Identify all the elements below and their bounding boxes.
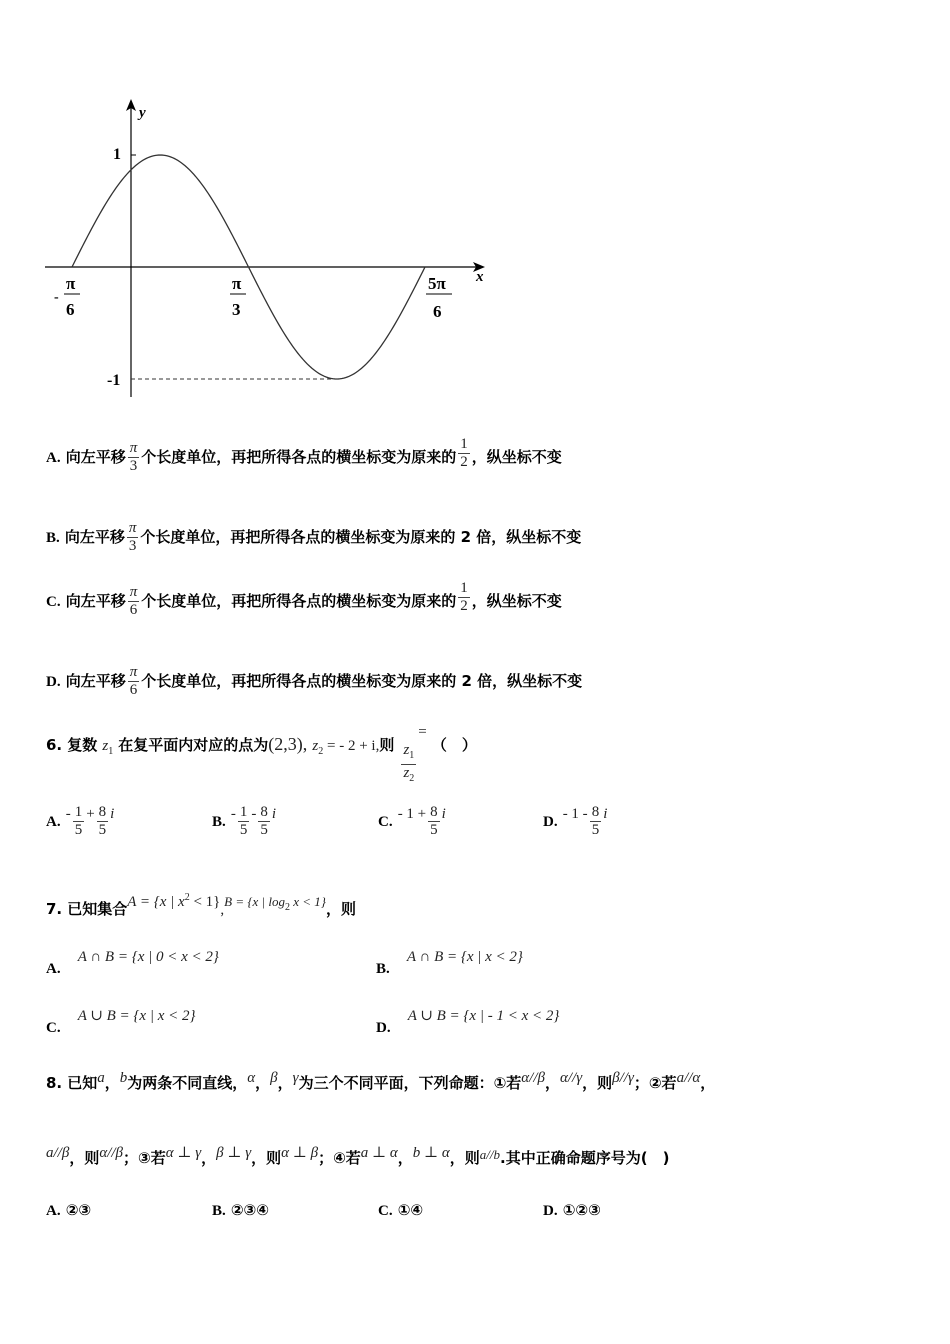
x-axis-label: x	[476, 269, 484, 285]
q7-option-a[interactable]: A. A ∩ B = {x | 0 < x < 2}	[46, 949, 219, 977]
x-tick-right-num: 5π	[428, 274, 446, 293]
q5-option-b[interactable]: B. 向左平移 $\frac{\pi}{3}$ 个长度单位，再把所得各点的横坐标变为原来的 2 倍，纵坐标不变	[46, 520, 582, 554]
x-tick-left-num: π	[66, 274, 76, 293]
q8-stem-line1: 8. 已知a，b为两条不同直线，α，β，γ为三个不同平面，下列命题：①若α//β，α//γ，则β//γ；②若a//α，	[46, 1070, 716, 1092]
sine-graph	[40, 95, 500, 415]
y-tick-1: 1	[113, 146, 121, 163]
q8-stem-line2: a//β，则α//β；③若α ⊥ γ，β ⊥ γ，则α ⊥ β；④若a ⊥ α，b ⊥ α，则$^{a//b}$.其中正确命题序号为( )	[46, 1145, 670, 1167]
x-tick-left-sign: -	[54, 290, 59, 305]
q6-option-a[interactable]: A. - $\frac{1}{5}$ + $\frac{8}{5}$ i	[46, 804, 115, 838]
q8-option-b[interactable]: B. ②③④	[212, 1201, 269, 1219]
q5-option-d[interactable]: D. 向左平移 $\frac{\pi}{6}$ 个长度单位，再把所得各点的横坐标变为原来的 2 倍，纵坐标不变	[46, 664, 583, 698]
q6-stem: 6. 复数 $z_1$ 在复平面内对应的点为(2,3), $z_2$ = - 2 + i,则 $\frac{z_1}{z_2}$ = （ ）	[46, 724, 477, 784]
q6-option-d[interactable]: D. - 1 - $\frac{8}{5}$ i	[543, 804, 608, 838]
q7-option-c[interactable]: C. A ∪ B = {x | x < 2}	[46, 1008, 196, 1036]
q7-option-b[interactable]: B. A ∩ B = {x | x < 2}	[376, 949, 523, 977]
q5-option-a[interactable]: A. 向左平移 $\frac{\pi}{3}$ 个长度单位，再把所得各点的横坐标变为原来的 $\frac{1}{2}$ ，纵坐标不变	[46, 436, 562, 474]
q7-option-d[interactable]: D. A ∪ B = {x | - 1 < x < 2}	[376, 1008, 560, 1036]
x-tick-mid-num: π	[232, 274, 242, 293]
q8-option-c[interactable]: C. ①④	[378, 1201, 424, 1219]
x-tick-right-den: 6	[433, 302, 442, 321]
q7-stem: 7. 已知集合A = {x | $x^2 < 1\},^{B = \{x | log2}$ $^{x < 1\}}$，则	[46, 892, 357, 918]
x-tick-mid-den: 3	[232, 300, 241, 319]
y-tick-neg1: -1	[107, 372, 121, 389]
q8-option-a[interactable]: A. ②③	[46, 1201, 92, 1219]
x-tick-left-den: 6	[66, 300, 75, 319]
q6-option-b[interactable]: B. - $\frac{1}{5}$ - $\frac{8}{5}$ i	[212, 804, 277, 838]
q6-option-c[interactable]: C. - 1 + $\frac{8}{5}$ i	[378, 804, 446, 838]
y-axis-label: y	[139, 105, 146, 121]
q8-option-d[interactable]: D. ①②③	[543, 1201, 601, 1219]
q5-option-c[interactable]: C. 向左平移 $\frac{\pi}{6}$ 个长度单位，再把所得各点的横坐标变为原来的 $\frac{1}{2}$ ，纵坐标不变	[46, 580, 562, 618]
